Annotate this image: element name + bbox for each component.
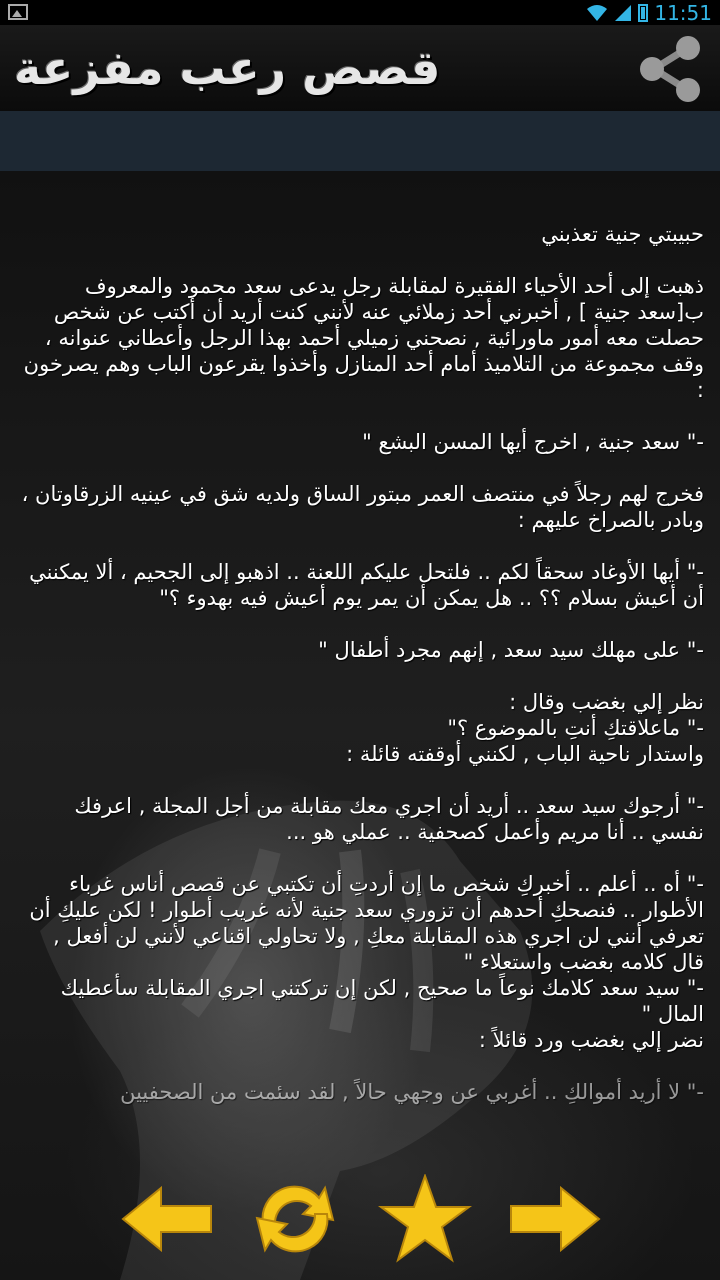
arrow-left-icon <box>123 1188 211 1250</box>
story-paragraph: ذهبت إلى أحد الأحياء الفقيرة لمقابلة رجل يدعى سعد محمود والمعروف ب[سعد جنية ] , أخبرني أحد زملائي عنه لأنني كنت أريد أن أكتب عن شخص حصلت معه أمور ماورائية , نصحني زميلي أحمد بهذا الرجل وأعطاني عنوانه ، وقف مجموعة من التلاميذ أمام أحد المنازل وأخذوا يقرعون الباب وهم يصرخون : <box>23 274 704 402</box>
favorite-button[interactable] <box>375 1174 475 1264</box>
story-paragraph: فخرج لهم رجلاً في منتصف العمر مبتور الساق ولديه شق في عينيه الزرقاوتان ، وبادر بالصراخ عليهم : <box>21 482 704 532</box>
story-line: -" ماعلاقتكِ أنتِ بالموضوع ؟" <box>447 716 704 740</box>
wifi-icon <box>586 4 608 22</box>
story-line: نضر إلي بغضب ورد قائلاً : <box>478 1028 704 1052</box>
gallery-notification-icon <box>8 4 28 20</box>
story-paragraph: -" على مهلك سيد سعد , إنهم مجرد أطفال " <box>318 638 704 662</box>
story-line: -" أه .. أعلم .. أخبركِ شخص ما إن أردتِ أن تكتبي عن قصص أناس غرباء الأطوار .. فنصحكِ أحدهم أن تزوري سعد جنية لأنه غريب أطوار ! لكن عليكِ أن تعرفي أنني لن اجري هذه المقابلة معكِ , ولا تحاولي اقناعي لأنني لن أفعل , قال كلامه بغضب واستعلاء " <box>29 872 704 974</box>
status-icons <box>586 1 712 24</box>
story-paragraph: -" أرجوك سيد سعد .. أريد أن اجري معك مقابلة من أجل المجلة , اعرفك نفسي .. أنا مريم وأعمل كصحفية .. عملي هو ... <box>74 794 704 844</box>
signal-icon <box>614 4 632 22</box>
story-line: -" سيد سعد كلامك نوعاً ما صحيح , لكن إن تركتني اجري المقابلة سأعطيك المال " <box>60 976 704 1026</box>
story-text <box>18 221 704 1131</box>
story-line: -" لا أريد أموالكِ .. أغربي عن وجهي حالاً , لقد سئمت من الصحفيين <box>120 1080 704 1104</box>
status-clock: 11:51 <box>654 0 712 25</box>
story-view[interactable] <box>0 171 720 1280</box>
next-button[interactable] <box>505 1174 605 1264</box>
story-line: واستدار ناحية الباب , لكنني أوقفته قائلة : <box>346 742 704 766</box>
app-title: قصص رعب مفزعة <box>14 41 441 95</box>
battery-icon <box>638 4 648 22</box>
story-line: نظر إلي بغضب وقال : <box>509 690 704 714</box>
share-icon <box>640 36 700 102</box>
action-bar <box>0 25 720 111</box>
refresh-icon <box>257 1187 333 1252</box>
story-title: حبيبتي جنية تعذبني <box>541 222 704 246</box>
status-bar <box>0 0 720 25</box>
bottom-nav <box>0 1160 720 1280</box>
share-button[interactable] <box>634 33 706 105</box>
previous-button[interactable] <box>117 1174 217 1264</box>
refresh-button[interactable] <box>245 1174 345 1264</box>
story-paragraph: -" سعد جنية , اخرج أيها المسن البشع " <box>362 430 704 454</box>
arrow-right-icon <box>511 1188 599 1250</box>
star-icon <box>381 1176 469 1260</box>
story-paragraph: -" أيها الأوغاد سحقاً لكم .. فلتحل عليكم اللعنة .. اذهبو إلى الجحيم ، ألا يمكنني أن أعيش بسلام ؟؟ .. هل يمكن أن يمر يوم أعيش فيه بهدوء ؟" <box>29 560 704 610</box>
header-band <box>0 111 720 172</box>
